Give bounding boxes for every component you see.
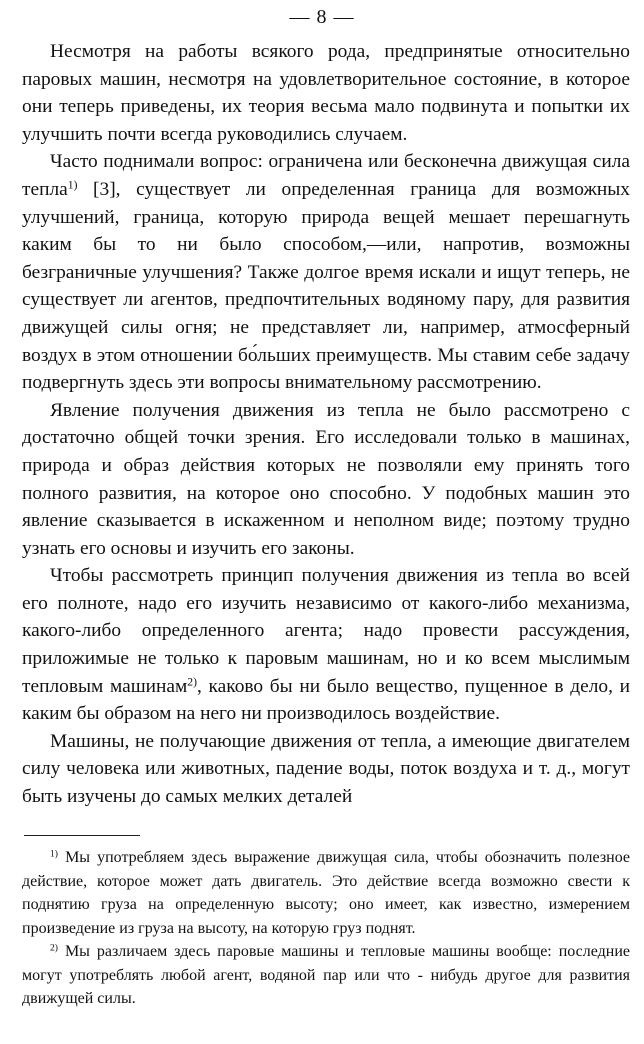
paragraph-2-part-b: [3], существует ли определенная граница для возможных улучшений, граница, которую природа вещей мешает перешагнуть каким бы то ни было способом,—или, напротив, возможны безграничные улучшения? Также долгое время искали и ищут теперь, не существует ли агентов, предпочтительных водяному пару, для развития движущей силы огня; не представляет ли, например, атмосферный воздух в этом отношении бо́льших преимуществ. Мы ставим себе задачу подвергнуть здесь эти вопросы внимательному рассмотрению.	[22, 178, 630, 394]
footnote-1-mark: 1)	[50, 848, 58, 860]
footnote-1-text: Мы употребляем здесь выражение движущая сила, чтобы обозначить полезное действие, которое может дать двигатель. Это действие всегда возможно свести к поднятию груза на определенную высоту; оно имеет, как известно, измерением произведение из груза на высоту, на которую груз поднят.	[22, 849, 630, 937]
footnotes	[22, 846, 630, 1011]
page-number: — 8 —	[289, 6, 355, 28]
paragraph-4-part-a: Чтобы рассмотреть принцип получения движения из тепла во всей его полноте, надо его изучить независимо от какого-либо механизма, какого-либо определенного агента; надо провести рассуждения, приложимые не только к паровым машинам, но и ко всем мыслимым тепловым машинам	[22, 565, 630, 697]
paragraph-5: Машины, не получающие движения от тепла, а имеющие двигателем силу человека или животных, падение воды, поток воздуха и т. д., могут быть изучены до самых мелких деталей	[22, 730, 630, 808]
footnote-divider	[24, 835, 140, 836]
paragraph-1: Несмотря на работы всякого рода, предпринятые относительно паровых машин, несмотря на удовлетворительное состояние, в которое они теперь приведены, их теория весьма мало подвинута и попытки их улучшить почти всегда руководились случаем.	[22, 41, 630, 145]
footnote-ref-2: 2)	[187, 675, 197, 689]
paragraph-4-part-b: , каково бы ни было вещество, пущенное в дело, и каким бы образом на него ни производилось воздействие.	[22, 675, 630, 725]
paragraph-3: Явление получения движения из тепла не было рассмотрено с достаточно общей точки зрения. Его исследовали только в машинах, природа и образ действия которых не позволяли ему принять того полного развития, на которое оно способно. У подобных машин это явление сказывается в искаженном и неполном виде; поэтому трудно узнать его основы и изучить его законы.	[22, 399, 630, 559]
main-text	[22, 38, 630, 811]
paragraph-2-part-a: Часто поднимали вопрос: ограничена или бесконечна движущая сила тепла	[22, 151, 630, 200]
footnote-2-text: Мы различаем здесь паровые машины и тепловые машины вообще: последние могут употреблять любой агент, водяной пар или что - нибудь другое для развития движущей силы.	[22, 943, 630, 1007]
footnote-ref-1: 1)	[67, 178, 78, 192]
footnote-1	[22, 846, 630, 940]
footnote-2-mark: 2)	[50, 942, 58, 954]
footnote-2	[22, 940, 630, 1011]
paragraph-4	[22, 562, 630, 728]
paragraph-2	[22, 148, 630, 396]
